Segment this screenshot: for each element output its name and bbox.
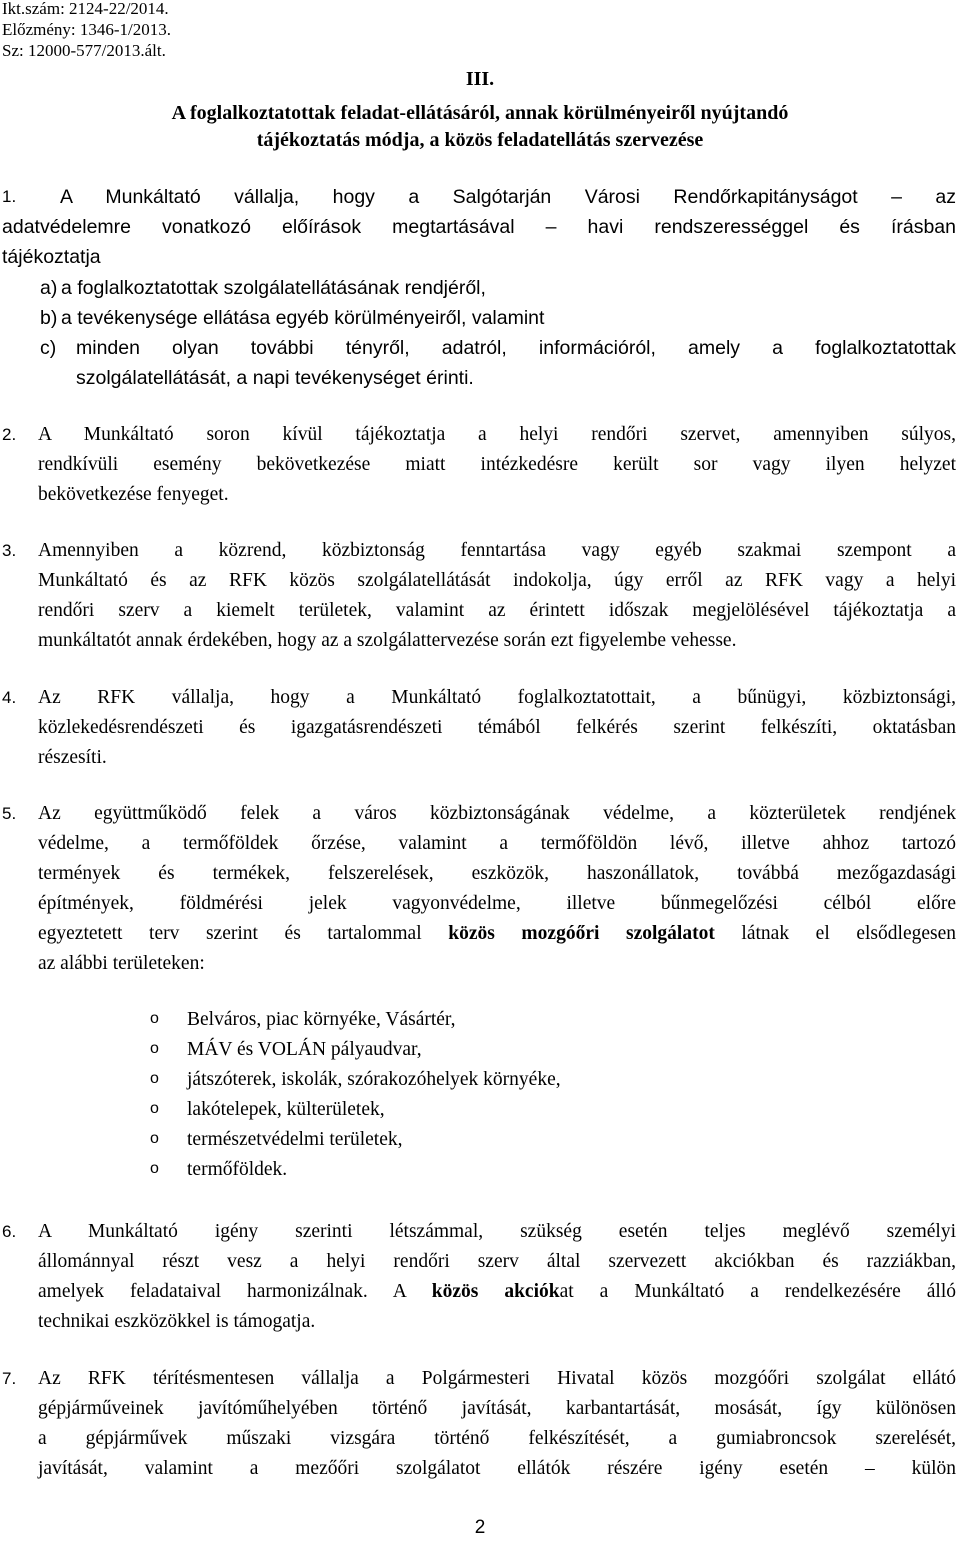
paragraph-number: 7.	[2, 1369, 17, 1388]
bullet-marker: o	[150, 1100, 159, 1117]
paragraph-line: rendkívüli esemény bekövetkezése miatt intézkedésre került sor vagy ilyen helyzet	[38, 454, 956, 475]
paragraph-number: 6.	[2, 1222, 17, 1241]
paragraph-line: Amennyiben a közrend, közbiztonság fenntartása vagy egyéb szakmai szempont a	[38, 540, 956, 561]
bullet-marker: o	[150, 1010, 159, 1027]
paragraph-line: termények és termékek, felszerelések, eszközök, haszonállatok, továbbá mezőgazdasági	[38, 863, 956, 884]
text-run: amelyek feladataival harmonizálnak. A	[38, 1281, 432, 1302]
bold-text: közös mozgóőri szolgálatot	[448, 923, 715, 944]
bullet-marker: o	[150, 1070, 159, 1087]
paragraph-line: közlekedésrendészeti és igazgatásrendészeti témából felkérés szerint felkészíti, oktatásban	[38, 717, 956, 738]
paragraph-line: bekövetkezése fenyeget.	[38, 484, 229, 505]
paragraph-line	[38, 923, 956, 945]
paragraph-number: 2.	[2, 425, 17, 444]
list-item: Belváros, piac környéke, Vásártér,	[187, 1009, 456, 1030]
bullet-marker: o	[150, 1040, 159, 1057]
section-title-line-2: tájékoztatás módja, a közös feladatellátás szervezése	[256, 129, 704, 151]
section-title-line-1: A foglalkoztatottak feladat-ellátásáról, annak körülményeiről nyújtandó	[171, 102, 789, 124]
list-item: MÁV és VOLÁN pályaudvar,	[187, 1039, 422, 1060]
paragraph-line: részesíti.	[38, 747, 107, 768]
list-item: termőföldek.	[187, 1159, 288, 1180]
paragraph-line: A Munkáltató igény szerinti létszámmal, szükség esetén teljes meglévő személyi	[38, 1221, 956, 1242]
paragraph-line: munkáltatót annak érdekében, hogy az a szolgálattervezése során ezt figyelembe vehesse.	[38, 630, 737, 651]
section-roman-numeral: III.	[465, 68, 495, 90]
bullet-marker: o	[150, 1130, 159, 1147]
paragraph-line: A Munkáltató vállalja, hogy a Salgótarján Városi Rendőrkapitányságot – az	[60, 186, 956, 208]
text-run: látnak el elsődlegesen	[714, 923, 956, 944]
list-marker: b)	[40, 307, 58, 329]
list-item-text: a foglalkoztatottak szolgálatellátásának rendjéről,	[61, 277, 486, 299]
text-run: at a Munkáltató a rendelkezésére álló	[559, 1281, 957, 1302]
bullet-marker: o	[150, 1160, 159, 1177]
paragraph-line: rendőri szerv a kiemelt területek, valamint az érintett időszak megjelölésével tájékoztatja a	[38, 600, 956, 621]
paragraph-line: építmények, földmérési jelek vagyonvédelme, illetve bűnmegelőzési célból előre	[38, 893, 956, 914]
paragraph-line: Az RFK térítésmentesen vállalja a Polgármesteri Hivatal közös mozgóőri szolgálat ellátó	[38, 1368, 956, 1389]
sz-reference: Sz: 12000-577/2013.ált.	[2, 41, 166, 60]
list-item-text: a tevékenysége ellátása egyéb körülményeiről, valamint	[61, 307, 545, 329]
file-number: Ikt.szám: 2124-22/2014.	[2, 0, 169, 18]
paragraph-line: a gépjárművek műszaki vizsgára történő felkészítését, a gumiabroncsok szerelését,	[38, 1428, 956, 1449]
text-run: egyeztetett terv szerint és tartalommal	[38, 923, 449, 944]
paragraph-line: gépjárműveinek javítóműhelyében történő javítását, karbantartását, mosását, így különösen	[38, 1398, 956, 1419]
paragraph-number: 5.	[2, 804, 17, 823]
paragraph-line: javítását, valamint a mezőőri szolgálatot ellátók részére igény esetén – külön	[38, 1458, 956, 1479]
paragraph-line: védelme, a termőföldek őrzése, valamint a termőföldön lévő, illetve ahhoz tartozó	[38, 833, 956, 854]
paragraph-number: 3.	[2, 541, 17, 560]
paragraph-line: A Munkáltató soron kívül tájékoztatja a helyi rendőri szervet, amennyiben súlyos,	[38, 424, 956, 445]
list-marker: c)	[40, 337, 57, 359]
page-number: 2	[474, 1517, 486, 1538]
paragraph-line: Az RFK vállalja, hogy a Munkáltató foglalkoztatottait, a bűnügyi, közbiztonsági,	[38, 687, 956, 708]
paragraph-line: technikai eszközökkel is támogatja.	[38, 1311, 316, 1332]
paragraph-number: 1.	[2, 187, 17, 206]
prior-reference: Előzmény: 1346-1/2013.	[2, 20, 172, 39]
list-marker: a)	[40, 277, 58, 299]
list-item-text: szolgálatellátását, a napi tevékenységet érinti.	[76, 367, 474, 389]
paragraph-line: tájékoztatja	[2, 246, 101, 268]
paragraph-line: állománnyal részt vesz a helyi rendőri szerv által szervezett akciókban és razziákban,	[38, 1251, 956, 1272]
paragraph-line: Az együttműködő felek a város közbiztonságának védelme, a közterületek rendjének	[38, 803, 956, 824]
list-item: természetvédelmi területek,	[187, 1129, 403, 1150]
list-item: lakótelepek, külterületek,	[187, 1099, 385, 1120]
paragraph-line: Munkáltató és az RFK közös szolgálatellátását indokolja, úgy erről az RFK vagy a helyi	[38, 570, 956, 591]
paragraph-line: adatvédelemre vonatkozó előírások megtartásával – havi rendszerességgel és írásban	[2, 216, 956, 238]
paragraph-line	[38, 1281, 956, 1303]
list-item: játszóterek, iskolák, szórakozóhelyek környéke,	[187, 1069, 561, 1090]
paragraph-line: az alábbi területeken:	[38, 953, 205, 974]
list-item-text: minden olyan további tényről, adatról, információról, amely a foglalkoztatottak	[76, 337, 956, 359]
bold-text: közös akciók	[431, 1281, 560, 1302]
paragraph-number: 4.	[2, 688, 17, 707]
